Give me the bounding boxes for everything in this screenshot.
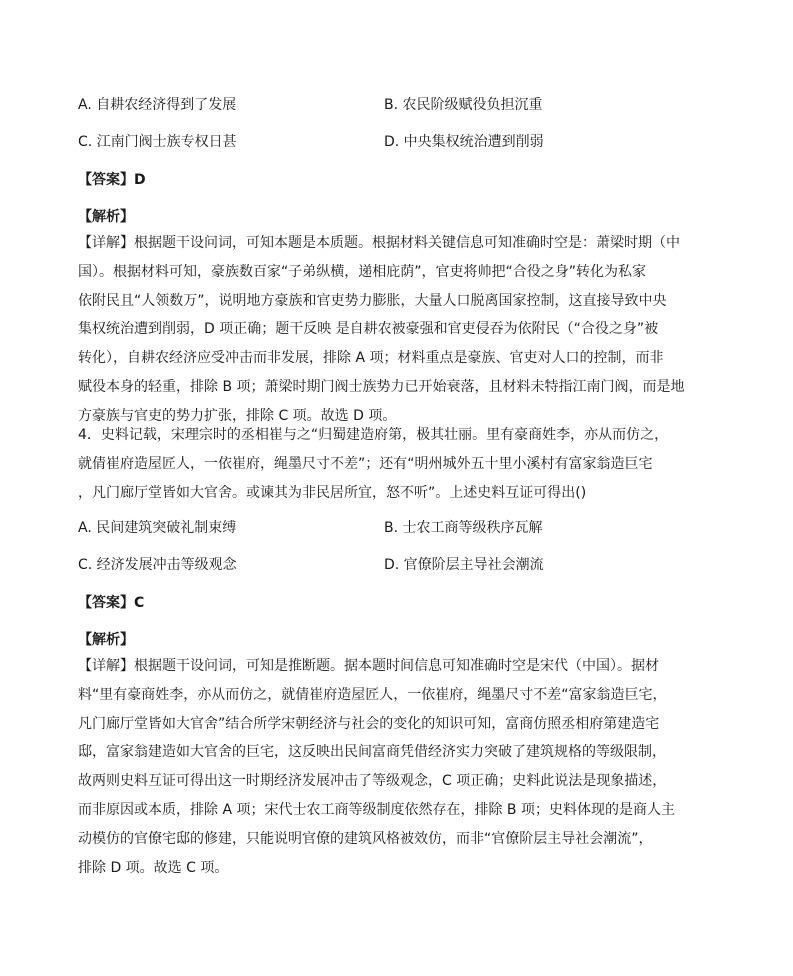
q4-answer (78, 592, 144, 614)
q4-stem-line: 就倩崔府造屋匠人，一依崔府，绳墨尺寸不差”；还有“明州城外五十里小溪村有富家翁造巨宅 (78, 455, 653, 472)
q3-detail-line: 依附民且“人领数万”，说明地方豪族和官吏势力膨胀，大量人口脱离国家控制，这直接导致中央 (78, 292, 667, 309)
q3-options-row-2 (78, 131, 738, 153)
q4-detail-line: 故两则史料互证可得出这一时期经济发展冲击了等级观念，C 项正确；史料此说法是现象描述， (78, 773, 667, 790)
q3-option-b: B. 农民阶级赋役负担沉重 (384, 97, 543, 113)
q3-detail-line: 国）。根据材料可知，豪族数百家“子弟纵横，递相庇荫”，官吏将帅把“合役之身”转化为私家 (78, 263, 647, 280)
q4-detail-line: 【详解】根据题干设问词，可知是推断题。据本题时间信息可知准确时空是宋代（中国）。据材 (78, 658, 659, 674)
q4-detail-line: 凡门廊厅堂皆如大官舍”结合所学宋朝经济与社会的变化的知识可知，富商仿照丞相府第建造宅 (78, 715, 660, 732)
q4-options-row-2 (78, 554, 738, 576)
q3-answer (78, 169, 146, 191)
q4-option-d: D. 官僚阶层主导社会潮流 (384, 557, 544, 573)
q4-answer-label: 【答案】 (78, 595, 134, 611)
q3-detail-line: 集权统治遭到削弱，D 项正确；题干反映 是自耕农被豪强和官吏侵吞为依附民（“合役之身”被 (78, 321, 659, 338)
q4-stem-line: 4．史料记载，宋理宗时的丞相崔与之“归蜀建造府第，极其壮丽。里有豪商姓李，亦从而仿之， (78, 427, 669, 443)
q4-detail-line: 邸，富家翁建造如大官舍的巨宅，这反映出民间富商凭借经济实力突破了建筑规格的等级限制， (78, 744, 666, 761)
q4-stem (78, 421, 696, 507)
q3-detail-line: 方豪族与官吏的势力扩张，排除 C 项。故选 D 项。 (78, 407, 397, 424)
q4-detail-line: 动模仿的官僚宅邸的修建，只能说明官僚的建筑风格被效仿，而非“官僚阶层主导社会潮流”， (78, 830, 653, 847)
q3-detail-line: 转化），自耕农经济应受冲击而非发展，排除 A 项；材料重点是豪族、官吏对人口的控制，而非 (78, 350, 664, 367)
q3-analysis-label: 【解析】 (78, 209, 134, 225)
q4-detail-line: 而非原因或本质，排除 A 项；宋代士农工商等级制度依然存在，排除 B 项；史料体现的是商人主 (78, 801, 675, 818)
q3-answer-label: 【答案】 (78, 172, 134, 188)
q3-answer-value: D (134, 172, 146, 188)
q3-option-c: C. 江南门阀士族专权日甚 (78, 134, 237, 150)
q3-option-a: A. 自耕农经济得到了发展 (78, 97, 237, 113)
q4-option-b: B. 士农工商等级秩序瓦解 (384, 520, 543, 536)
q4-option-c: C. 经济发展冲击等级观念 (78, 557, 237, 573)
q4-detail-paragraph (78, 652, 696, 882)
q3-detail-line: 赋役本身的轻重，排除 B 项；萧梁时期门阀士族势力已开始衰落，且材料未特指江南门阀，而是地 (78, 378, 685, 395)
q4-options-row-1 (78, 517, 738, 539)
q4-analysis-label: 【解析】 (78, 632, 134, 648)
q3-detail-line: 【详解】根据题干设问词，可知本题是本质题。根据材料关键信息可知准确时空是：萧梁时期（中 (78, 235, 680, 251)
q4-detail-line: 排除 D 项。故选 C 项。 (78, 859, 229, 876)
q4-option-a: A. 民间建筑突破礼制束缚 (78, 520, 237, 536)
q3-option-d: D. 中央集权统治遭到削弱 (384, 134, 544, 150)
q3-detail-paragraph (78, 229, 696, 431)
q4-detail-line: 料“里有豪商姓李，亦从而仿之，就倩崔府造屋匠人，一依崔府，绳墨尺寸不差“富家翁造巨宅， (78, 686, 667, 703)
q4-answer-value: C (134, 595, 145, 611)
q4-stem-line: ，凡门廊厅堂皆如大官舍。或谏其为非民居所宜，怒不听”。上述史料互证可得出() (78, 484, 587, 501)
q3-options-row-1 (78, 94, 738, 116)
